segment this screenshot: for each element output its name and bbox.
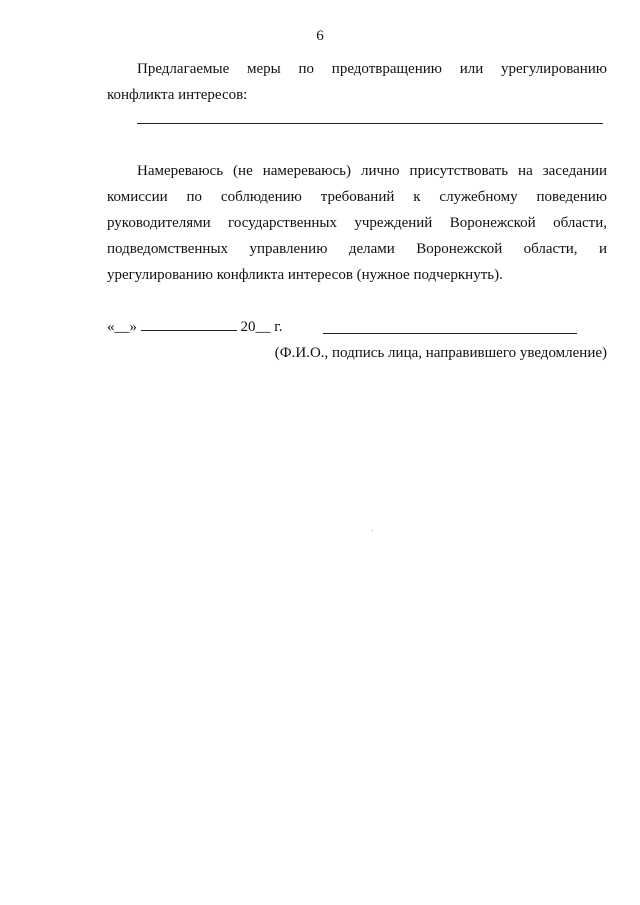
attendance-line-5: урегулированию конфликта интересов (нужное подчеркнуть). (107, 267, 503, 283)
date-year-blank: __ (255, 319, 271, 335)
date-month-blank (141, 318, 237, 331)
measures-line-1: Предлагаемые меры по предотвращению или урегулированию (137, 61, 607, 77)
attendance-line-2: комиссии по соблюдению требований к служебному поведению (107, 189, 607, 205)
date-year-suffix: г. (274, 319, 283, 335)
attendance-paragraph (107, 158, 607, 288)
signature-line (323, 333, 577, 334)
measures-line-2: конфликта интересов: (107, 87, 248, 103)
date-close-quote: » (129, 319, 137, 335)
measures-answer-line (137, 123, 603, 124)
date-day-blank: __ (114, 319, 130, 335)
page-number: 6 (316, 28, 324, 44)
scan-speck (372, 530, 373, 531)
date-open-quote: « (107, 319, 115, 335)
attendance-line-4: подведомственных управлению делами Воронежской области, и (107, 241, 607, 257)
date-year-prefix: 20 (240, 319, 256, 335)
attendance-line-3: руководителями государственных учреждений Воронежской области, (107, 215, 607, 231)
date-field (107, 318, 282, 336)
signature-caption: (Ф.И.О., подпись лица, направившего уведомление) (274, 345, 607, 361)
measures-paragraph (107, 56, 607, 108)
attendance-line-1: Намереваюсь (не намереваюсь) лично присутствовать на заседании (137, 163, 607, 179)
